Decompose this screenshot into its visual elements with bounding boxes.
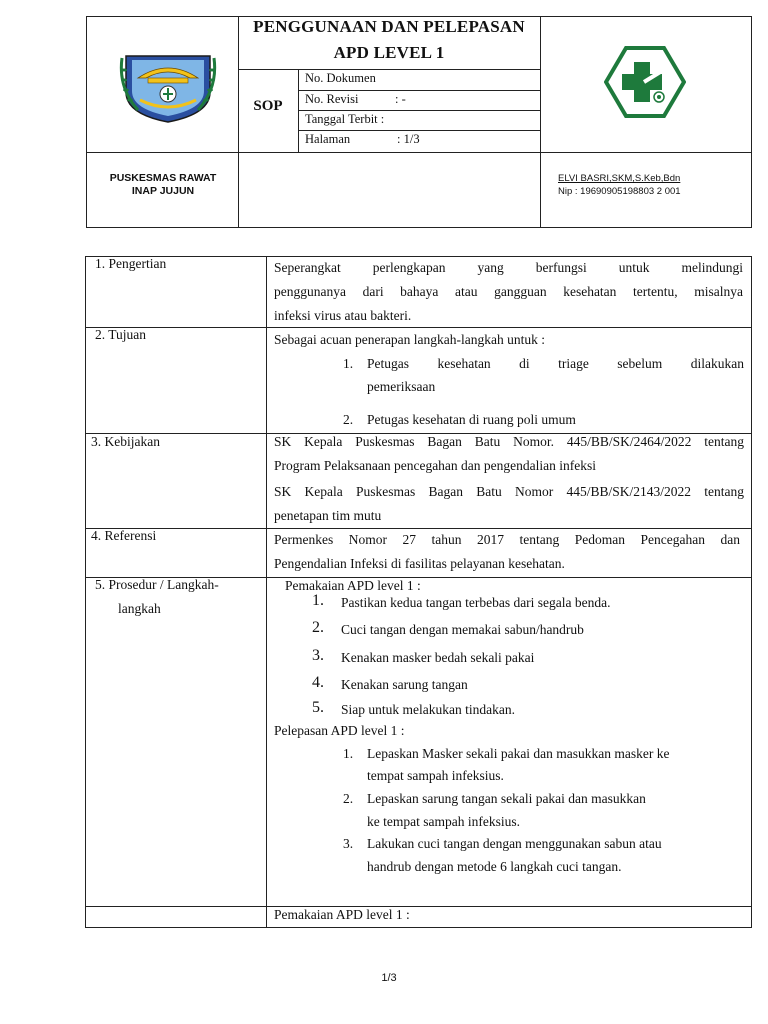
pelepasan-item-line2: tempat sampah infeksius. <box>367 768 504 783</box>
pemakaian-item-num: 2. <box>312 619 324 636</box>
organization-name <box>90 172 236 198</box>
pemakaian-item <box>312 592 324 610</box>
pelepasan-item-line1: Lakukan cuci tangan dengan menggunakan sabun atau <box>367 836 662 851</box>
pemakaian-item <box>312 619 324 637</box>
pemakaian-item-text: Cuci tangan dengan memakai sabun/handrub <box>341 622 584 637</box>
pelepasan-item-line1: Lepaskan Masker sekali pakai dan masukkan masker ke <box>367 746 670 761</box>
pemakaian-item-text: Kenakan masker bedah sekali pakai <box>341 650 535 665</box>
pemakaian-item <box>312 674 324 692</box>
kebijakan-content <box>274 430 744 528</box>
pemakaian-item-num: 1. <box>312 592 324 609</box>
signer-name: ELVI BASRI,SKM,S.Keb,Bdn <box>558 173 681 184</box>
no-revisi-label: No. Revisi <box>305 92 359 106</box>
kebijakan-label: 3. Kebijakan <box>91 434 160 449</box>
tujuan-item1-line2: pemeriksaan <box>367 379 436 394</box>
pengertian-line1: Seperangkat perlengkapan yang berfungsi untuk melindungi <box>274 260 743 275</box>
pelepasan-item-num: 2. <box>343 791 354 806</box>
tanggal-terbit-label: Tanggal Terbit : <box>305 112 385 126</box>
pemakaian-item <box>312 647 324 665</box>
pelepasan-item-line1: Lepaskan sarung tangan sekali pakai dan masukkan <box>367 791 646 806</box>
last-row-text: Pemakaian APD level 1 : <box>274 907 410 922</box>
referensi-line1: Permenkes Nomor 27 tahun 2017 tentang Pedoman Pencegahan dan <box>274 532 740 547</box>
prosedur-label-line2: langkah <box>118 601 161 616</box>
document-title-line2: APD LEVEL 1 <box>333 43 445 62</box>
no-dokumen-label: No. Dokumen <box>305 71 376 85</box>
pengertian-label: 1. Pengertian <box>95 256 167 271</box>
tujuan-intro: Sebagai acuan penerapan langkah-langkah untuk : <box>274 332 546 347</box>
pemakaian-item-num: 5. <box>312 699 324 716</box>
pemakaian-item-text: Siap untuk melakukan tindakan. <box>341 702 515 717</box>
signer-nip: Nip : 19690905198803 2 001 <box>558 186 681 197</box>
org-line1: PUSKESMAS RAWAT <box>109 172 217 184</box>
prosedur-label-line1: 5. Prosedur / Langkah- <box>95 577 219 592</box>
tujuan-item1-num: 1. <box>343 356 354 371</box>
kebijakan-line4: penetapan tim mutu <box>274 508 382 523</box>
referensi-label: 4. Referensi <box>91 528 157 543</box>
sop-label: SOP <box>253 98 283 114</box>
pemakaian-item-num: 3. <box>312 647 324 664</box>
pemakaian-item-num: 4. <box>312 674 324 691</box>
pemakaian-item-text: Pastikan kedua tangan terbebas dari segala benda. <box>341 595 611 610</box>
org-line2: INAP JUJUN <box>131 185 195 197</box>
pengertian-content <box>274 256 743 328</box>
pemakaian-item-text: Kenakan sarung tangan <box>341 677 468 692</box>
puskesmas-logo <box>604 46 686 118</box>
document-title-line1: PENGGUNAAN DAN PELEPASAN <box>253 17 525 36</box>
kebijakan-line2: Program Pelaksanaan pencegahan dan pengendalian infeksi <box>274 458 597 473</box>
kebijakan-line1: SK Kepala Puskesmas Bagan Batu Nomor. 445/BB/SK/2464/2022 tentang <box>274 434 744 449</box>
pelepasan-item-line2: handrub dengan metode 6 langkah cuci tangan. <box>367 859 622 874</box>
pengertian-line3: infeksi virus atau bakteri. <box>274 308 412 323</box>
pelepasan-item-num: 1. <box>343 746 354 761</box>
pemakaian-item <box>312 699 324 717</box>
tujuan-label: 2. Tujuan <box>95 327 147 342</box>
page-number: 1/3 <box>381 972 397 984</box>
no-revisi-value: : - <box>395 92 406 106</box>
referensi-line2: Pengendalian Infeksi di fasilitas pelayanan kesehatan. <box>274 556 565 571</box>
regional-emblem-logo <box>118 48 218 124</box>
tujuan-item1-line1: Petugas kesehatan di triage sebelum dilakukan <box>367 356 744 371</box>
tujuan-item2-num: 2. <box>343 412 354 427</box>
kebijakan-line3: SK Kepala Puskesmas Bagan Batu Nomor 445/BB/SK/2143/2022 tentang <box>274 484 744 499</box>
pengertian-line2: penggunanya dari bahaya atau gangguan kesehatan tertentu, misalnya <box>274 284 743 299</box>
pemakaian-title: Pemakaian APD level 1 : <box>285 578 421 593</box>
pelepasan-item-line2: ke tempat sampah infeksius. <box>367 814 520 829</box>
pelepasan-item-num: 3. <box>343 836 354 851</box>
tujuan-item2-text: Petugas kesehatan di ruang poli umum <box>367 412 576 427</box>
halaman-label: Halaman <box>305 132 351 146</box>
referensi-content <box>274 528 740 576</box>
halaman-value: : 1/3 <box>397 132 420 146</box>
pelepasan-title: Pelepasan APD level 1 : <box>274 723 405 738</box>
